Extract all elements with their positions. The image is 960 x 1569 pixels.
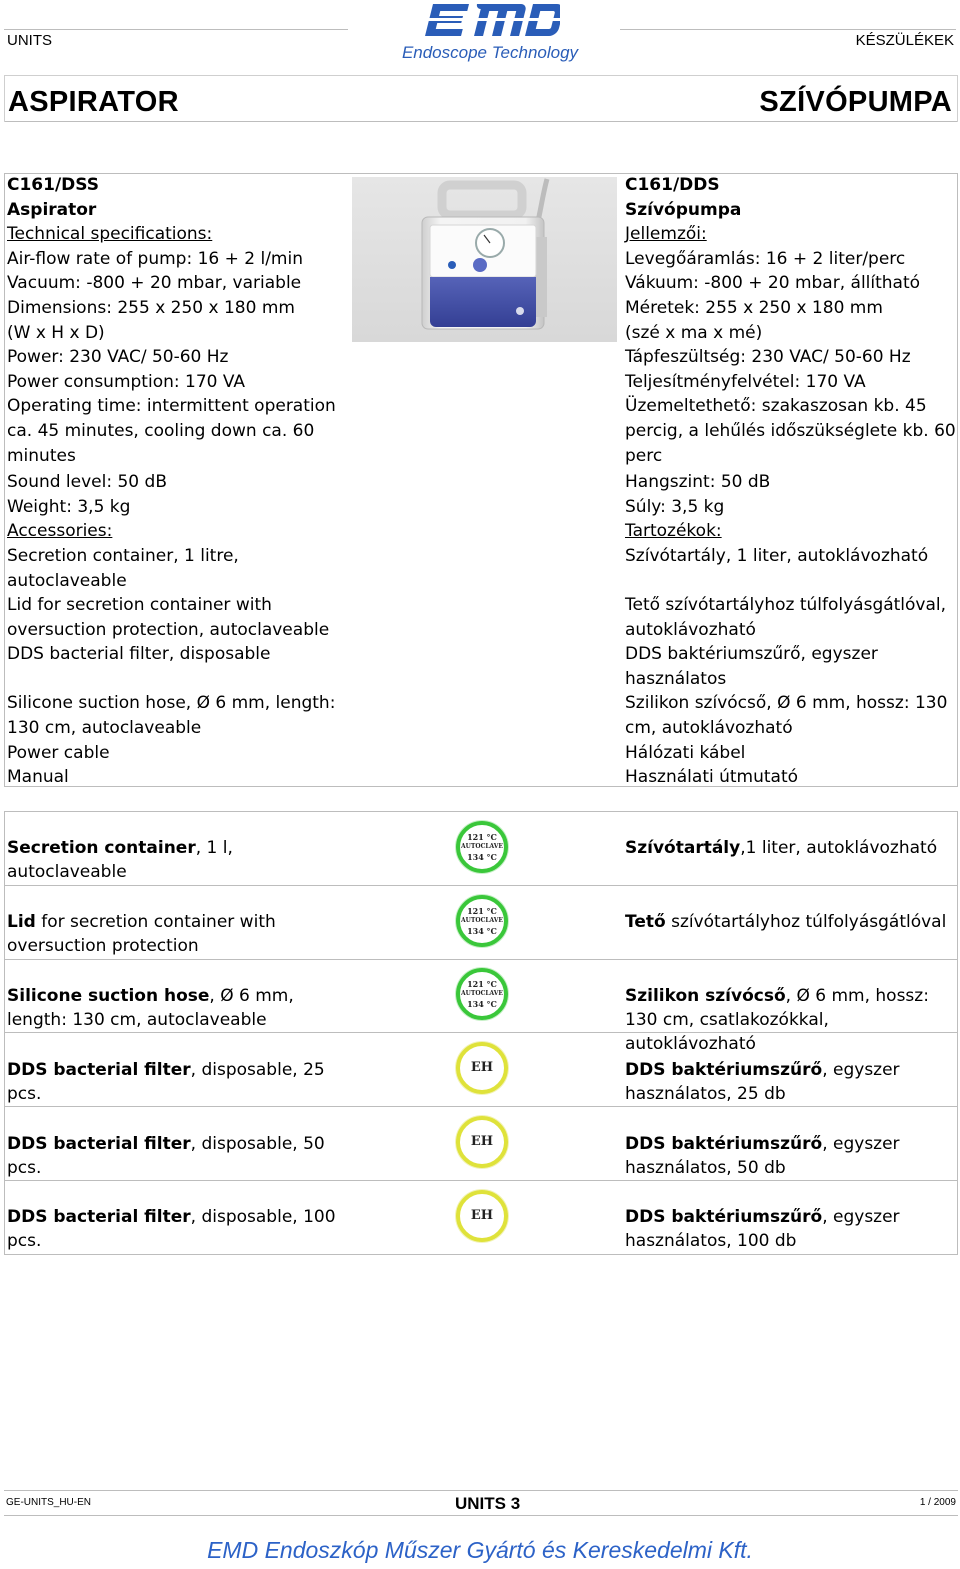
- accessory-row-hungarian: [625, 1058, 905, 1106]
- badge-text: 134 °C: [467, 926, 497, 936]
- header-box-left: [4, 75, 5, 122]
- badge-text: 121 °C: [467, 906, 497, 916]
- product-box-right: [957, 173, 958, 787]
- spec-line: Tápfeszültség: 230 VAC/ 50-60 Hz: [625, 347, 911, 368]
- spec-line: Vákuum: -800 + 20 mbar, állítható: [625, 273, 921, 294]
- accessory-line: Manual: [7, 767, 69, 788]
- footer-rule-top: [4, 1490, 958, 1491]
- footer-company-name: EMD Endoszkóp Műszer Gyártó és Kereskedelmi Kft.: [207, 1537, 753, 1563]
- accessory-line: Secretion container, 1 litre,: [7, 545, 239, 566]
- accessory-line: DDS bacterial filter, disposable: [7, 644, 271, 665]
- spec-line: percig, a lehűlés időszükséglete kb. 60: [625, 420, 956, 441]
- row-divider: [4, 1106, 958, 1107]
- header-right-label: KÉSZÜLÉKEK: [855, 32, 954, 49]
- accessory-name: DDS bacterial filter: [7, 1060, 191, 1080]
- accessory-line: Szilikon szívócső, Ø 6 mm, hossz: 130: [625, 693, 948, 714]
- badge-text: EH: [470, 1134, 494, 1149]
- accessory-line: oversuction protection, autoclaveable: [7, 619, 330, 640]
- product-name: Aspirator: [7, 199, 97, 220]
- accessory-name: Secretion container: [7, 838, 196, 858]
- accessory-line: 130 cm, autoclaveable: [7, 718, 202, 739]
- accessory-name: Silicone suction hose: [7, 986, 210, 1006]
- badge-text: 121 °C: [467, 979, 497, 989]
- accessory-name: Szilikon szívócső: [625, 986, 786, 1006]
- eh-badge-icon: [456, 1190, 508, 1242]
- accessory-name: DDS baktériumszűrő: [625, 1060, 823, 1080]
- accessory-line: Tető szívótartályhoz túlfolyásgátlóval,: [625, 595, 947, 616]
- accessory-detail: , 1 l, autoclaveable: [7, 838, 233, 882]
- spec-heading: Technical specifications:: [7, 224, 213, 245]
- row-divider: [4, 1254, 958, 1255]
- accessory-detail: , disposable, 100 pcs.: [7, 1207, 336, 1251]
- accessories-heading: Tartozékok:: [625, 521, 722, 542]
- eh-badge-icon: [456, 1116, 508, 1168]
- accessory-line: cm, autoklávozható: [625, 718, 793, 739]
- spec-line: Power consumption: 170 VA: [7, 371, 246, 392]
- accessory-line: használatos: [625, 668, 727, 689]
- accessory-line: [625, 569, 957, 594]
- accessory-name: Szívótartály: [625, 838, 741, 858]
- product-code: C161/DSS: [7, 175, 100, 195]
- accessory-line: autoclaveable: [7, 570, 127, 591]
- header-box-top: [4, 75, 958, 76]
- autoclave-badge-icon: [456, 968, 508, 1020]
- accessory-row-english: [7, 1058, 352, 1106]
- badge-text: AUTOCLAVE: [460, 917, 504, 924]
- accessory-name: DDS bacterial filter: [7, 1134, 191, 1154]
- badge-text: AUTOCLAVE: [460, 990, 504, 997]
- accessory-row-hungarian: [625, 910, 957, 934]
- product-box-left: [4, 173, 5, 787]
- product-code: C161/DDS: [625, 175, 720, 195]
- spec-line: Súly: 3,5 kg: [625, 496, 725, 517]
- accessory-detail: , egyszer használatos, 50 db: [625, 1134, 900, 1178]
- accessory-line: Lid for secretion container with: [7, 595, 272, 616]
- footer-rule-bottom: [4, 1515, 958, 1516]
- badge-text: AUTOCLAVE: [460, 843, 504, 850]
- header-left-label: UNITS: [7, 32, 52, 49]
- header-rule-right: [620, 29, 956, 30]
- row-divider: [4, 959, 958, 960]
- accessory-detail: , Ø 6 mm, hossz: 130 cm, csatlakozókkal, autoklávozható: [625, 986, 929, 1054]
- badge-text: EH: [470, 1060, 494, 1075]
- spec-line: (szé x ma x mé): [625, 322, 763, 343]
- spec-line: Weight: 3,5 kg: [7, 496, 131, 517]
- spec-line: Dimensions: 255 x 250 x 180 mm: [7, 297, 295, 318]
- badge-text: EH: [470, 1208, 494, 1223]
- row-divider: [4, 885, 958, 886]
- badge-text: 134 °C: [467, 999, 497, 1009]
- emd-logo: [420, 0, 560, 44]
- accessory-detail: for secretion container with oversuction protection: [7, 912, 276, 956]
- accessory-detail: , disposable, 25 pcs.: [7, 1060, 325, 1104]
- spec-line: Vacuum: -800 + 20 mbar, variable: [7, 273, 302, 294]
- spec-line: Sound level: 50 dB: [7, 472, 167, 493]
- spec-line: Méretek: 255 x 250 x 180 mm: [625, 297, 883, 318]
- accessory-detail: , disposable, 50 pcs.: [7, 1134, 325, 1178]
- accessory-row-english: [7, 836, 352, 884]
- spec-line: Üzemeltethető: szakaszosan kb. 45: [625, 396, 927, 417]
- accessory-name: DDS bacterial filter: [7, 1207, 191, 1227]
- accessory-line: autoklávozható: [625, 619, 756, 640]
- spec-line: ca. 45 minutes, cooling down ca. 60: [7, 420, 315, 441]
- spec-line: Air-flow rate of pump: 16 + 2 l/min: [7, 248, 303, 269]
- autoclave-badge-icon: [456, 895, 508, 947]
- accessory-row-hungarian: [625, 1205, 905, 1253]
- accessory-row-english: [7, 1132, 352, 1180]
- accessory-detail: ,1 liter, autoklávozható: [740, 838, 938, 858]
- accessory-detail: , egyszer használatos, 100 db: [625, 1207, 900, 1251]
- title-english: ASPIRATOR: [8, 86, 179, 118]
- eh-badge-icon: [456, 1042, 508, 1094]
- header-rule-left: [4, 29, 348, 30]
- product-spec-english: [7, 173, 352, 790]
- accessory-line: Szívótartály, 1 liter, autoklávozható: [625, 545, 929, 566]
- spec-line: Levegőáramlás: 16 + 2 liter/perc: [625, 248, 906, 269]
- accessory-line: DDS baktériumszűrő, egyszer: [625, 644, 878, 665]
- accessory-name: Lid: [7, 912, 36, 932]
- accessories-table-left: [4, 811, 5, 1255]
- logo-subtitle: Endoscope Technology: [401, 43, 579, 62]
- accessory-line: Silicone suction hose, Ø 6 mm, length:: [7, 693, 336, 714]
- accessory-detail: , Ø 6 mm, length: 130 cm, autoclaveable: [7, 986, 294, 1030]
- row-divider: [4, 1180, 958, 1181]
- accessory-line: Használati útmutató: [625, 767, 799, 788]
- spec-line: Operating time: intermittent operation: [7, 396, 336, 417]
- accessory-name: DDS baktériumszűrő: [625, 1134, 823, 1154]
- accessory-name: DDS baktériumszűrő: [625, 1207, 823, 1227]
- product-spec-hungarian: [625, 173, 957, 790]
- accessory-row-hungarian: [625, 836, 957, 860]
- spec-line: (W x H x D): [7, 322, 105, 343]
- spec-heading: Jellemzői:: [625, 224, 707, 245]
- spec-line: Hangszint: 50 dB: [625, 472, 771, 493]
- accessories-table-right: [957, 811, 958, 1255]
- badge-text: 121 °C: [467, 832, 497, 842]
- accessory-line: [7, 667, 352, 692]
- accessory-row-english: [7, 1205, 337, 1253]
- accessories-heading: Accessories:: [7, 521, 113, 542]
- accessory-row-hungarian: [625, 1132, 905, 1180]
- footer-page-number: 1 / 2009: [919, 1497, 956, 1508]
- accessory-line: Power cable: [7, 742, 110, 763]
- accessory-detail: , egyszer használatos, 25 db: [625, 1060, 900, 1104]
- accessory-name: Tető: [625, 912, 666, 932]
- accessories-table-top: [4, 811, 958, 812]
- accessory-row-english: [7, 984, 352, 1032]
- title-hungarian: SZÍVÓPUMPA: [759, 86, 952, 118]
- header-box-right: [957, 75, 958, 122]
- spec-line: Power: 230 VAC/ 50-60 Hz: [7, 347, 229, 368]
- accessory-row-english: [7, 910, 307, 958]
- header-box-bottom: [4, 121, 958, 122]
- spec-line: Teljesítményfelvétel: 170 VA: [625, 371, 866, 392]
- accessory-detail: szívótartályhoz túlfolyásgátlóval: [665, 912, 947, 932]
- footer-doc-code: GE-UNITS_HU-EN: [6, 1497, 92, 1508]
- aspirator-product-image: [352, 177, 617, 342]
- autoclave-badge-icon: [456, 821, 508, 873]
- footer-section: UNITS 3: [455, 1494, 521, 1513]
- spec-line: perc: [625, 445, 663, 466]
- accessory-row-hungarian: [625, 984, 957, 1056]
- badge-text: 134 °C: [467, 852, 497, 862]
- spec-line: minutes: [7, 445, 76, 466]
- product-name: Szívópumpa: [625, 199, 742, 220]
- accessory-line: Hálózati kábel: [625, 742, 746, 763]
